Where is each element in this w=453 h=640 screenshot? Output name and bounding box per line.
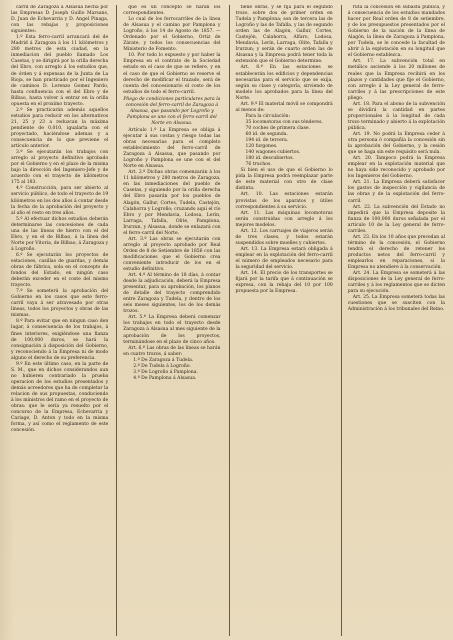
- list-item: 3.º De Logroño á Pamplona.: [133, 369, 198, 375]
- paragraph: Art. 6.º Las obras de las líneas se harán en cuatro trozos, á saber:: [123, 345, 221, 357]
- paragraph: Art. 20. Tampoco podrá la Empresa emplear en la explotación material que no haya sido reconocido y aprobado por los Ingenieros del Gobierno.: [347, 156, 445, 180]
- paragraph: 8.º Para evitar que en ningun caso den lugar, á consecuencia de los trabajos, á fines interiores, exigiéndose una fianza de 100,000 duros, se hará la consignación á disposición del Gobierno, y reconociendo á la Empresa ni de modo alguno el derecho de su preferencia.: [11, 319, 109, 361]
- paragraph: Art. 14. El precio de los transportes se fijará por la tarifa que á continuación se expresa, con la rebaja del 10 por 100 propuesta por la Empresa.: [235, 271, 333, 295]
- paragraph: Art. 11. Las máquinas locomotoras serán construidas con arreglo á los mejores modelos.: [235, 210, 333, 228]
- paragraph: 10. Por todo lo expuesto y por haber la Empresa en el contrato de la Sociedad estado en el caso de que se refiere, y en el caso de que el Gobierno se reserve el derecho de modificar el trazado, será de cuenta del concesionario el costo de los estudios de todo el ferro-carril.: [123, 53, 221, 95]
- list-item: 1.º De Zaragoza á Tudela.: [133, 357, 194, 363]
- paragraph: Art. 8.º En las estaciones se establecerán los edificios y dependencias necesarias para el servicio que se exija, según su clase y categoría, sirviendo de modelo los aprobados para la línea del Norte.: [235, 65, 333, 101]
- paragraph: 5.º Al efectuar dichos estudios deberán determinarse las concesiones de cada una de las líneas de hierro con el del Ebro, y en el de Bilbao, á la línea del Norte por Vitoria, de Bilbao, á Zaragoza y á Logroño.: [11, 216, 109, 252]
- list-item: 70 coches de primera clase.: [245, 125, 311, 131]
- paragraph: Art. 17. La subvención total en metálico asciende á los 20 millones de reales que la Empresa recibirá en los plazos y cantidades que fije el Gobierno, con arreglo á la Ley general de ferro-carriles y á las prescripciones de este pliego.: [347, 59, 445, 101]
- paragraph: Lo cual de los ferrocarriles de la línea de Alsasua y el camino por Pamplona y Logroño, á los 14 de Agosto de 1857. — Ordenado por el Gobierno, Ortiz de Zárate, y todos los consecuencias del Ministerio de Fomento.: [123, 17, 221, 53]
- paragraph: Si bien el uso de que el Gobierno lo pida la Empresa podrá reemplazar parte de este material con otro de clase distinta.: [235, 168, 333, 192]
- list-item: 60 id. de segunda.: [245, 131, 288, 137]
- paragraph: Art. 19. No podrá la Empresa ceder á otra persona ó compañía la concesión sin la aprobación del Gobierno, y la cesión que se haga sin este requisito será nula.: [347, 131, 445, 156]
- text-column-4: [341, 5, 445, 636]
- paragraph: Art. 5.º La Empresa deberá comenzar los trabajos en todo el trayecto desde Zaragoza á Alsasua al mes siguiente de la aprobación de los proyectos, terminándose en el plazo de cinco años.: [123, 315, 221, 345]
- paragraph: Art. 12. Los carruajes de viajeros serán de tres clases, y todos estarán suspendidos sobre muelles y cubiertos.: [235, 228, 333, 246]
- paragraph: 6.º Se ejecutarán los proyectos de estaciones, casillas de guardas, y demás obras de fábrica, sola en el concepto de fondos del Estado, en ningún caso deberán exceder en el coste del mismo trayecto.: [11, 252, 109, 289]
- list-item: 120 furgones.: [245, 144, 278, 150]
- paragraph: Art. 24. La Empresa se someterá á las disposiciones de la Ley general de ferro-carriles y á los reglamentos que se dicten para su ejecución.: [347, 271, 445, 295]
- text-column-2: [116, 5, 220, 636]
- paragraph: Art. 25. La Empresa someterá todas las cuestiones que se susciten con la Administración á los tribunales del Reino.: [347, 295, 445, 313]
- paragraph: 3.º Se ejecutarán los trabajos con arreglo al proyecto definitivo aprobado por el Gobierno y en el plazo de la misma bajo la dirección del Ingeniero-Jefe y de acuerdo con el trayecto de kilómetros 175 al 183.: [11, 150, 109, 186]
- list-item: 2.º De Tudela á Logroño.: [133, 363, 191, 369]
- paragraph: Art. 9.º El material móvil se compondrá al menos de:: [235, 101, 333, 113]
- paragraph: 4.º Construcción, para ser abierto al servicio público, de todo el trayecto de 19 kilómetros en los dos años á contar desde la fecha de la aprobación del proyecto y al año el resto en tres años.: [11, 186, 109, 216]
- paragraph: Art. 18. Para el abono de la subvención se dividirá la cantidad en partes proporcionales á la longitud de cada trozo terminado y abierto á la explotación pública.: [347, 101, 445, 131]
- paragraph: Art. 22. La subvención del Estado no impedirá que la Empresa deposite la fianza de 100,000 duros señalada por el artículo 10 de la Ley general de ferro-carriles.: [347, 204, 445, 234]
- paragraph: Art. 2.º Dichas obras comenzarán á los 11 kilómetros y 280 metros de Zaragoza, en las inmediaciones del pueblo de Casetas, y siguiendo por la orilla derecha del Ebro pasarán por los pueblos de Alagón, Gallur, Cortes, Tudela, Castejón, Calahorra y Logroño; cruzando aquí el río Ebro y por Mendavia, Lodosa, Lerín, Larraga, Tafalla, Olite, Pamplona, Irurzun, y Alsasua, donde se enlazará con el ferro-carril del Norte.: [123, 170, 221, 236]
- paragraph: Art. 10. Las estaciones estarán provistas de los aparatos y útiles correspondientes á su servicio.: [235, 192, 333, 210]
- paragraph: 7.º Se someterá la aprobación del Gobierno en los casos que este ferro-carril vaya á ser atravesado por otras líneas, todos los proyectos y obras de las mismas.: [11, 289, 109, 319]
- paragraph: tiene obras, y se fija para el segundo trozo, sobre dos de primer orden en Tudela y Pamplona; son de tercera las de Logroño y las de Tafalla, y las de segundo orden las de Alagón, Gallur, Cortes, Castejón, Calahorra, Alfaro, Lodosa, Mendavia, Lerín, Larraga, Olite, Tafalla y Irurzun; y serán de cuarto orden las de Alsasua y la Empresa podrá tener toda la extensión que el Gobierno determine.: [235, 5, 333, 65]
- paragraph: Artículo 1.º La Empresa se obliga á ejecutar á sus costas y riesgo todas las obras necesarias para el completo establecimiento del ferro-carril de Zaragoza á Alsasua, que pasando por Logroño y Pamplona se une con el del Norte en Alsasua.: [123, 127, 221, 170]
- list-item: 35 locomotoras con sus ténderes.: [245, 119, 323, 125]
- paragraph: Art. 4.º Al término de 18 días, á contar desde la adjudicación, deberá la Empresa presentar, para su aprobación, los planos de detalle del trayecto comprendido entre Zaragoza y Tudela, y dentro de los seis meses siguientes, los de los demás trozos.: [123, 273, 221, 315]
- list-item: 140 wagones cubiertos.: [245, 150, 301, 156]
- paragraph: Art. 21. La Empresa deberá satisfacer los gastos de inspección y vigilancia de las obras y de la explotación del ferro-carril.: [347, 180, 445, 204]
- text-column-3: [229, 5, 333, 636]
- list-item: 194 id. de tercera.: [245, 138, 289, 144]
- paragraph: 2.º Se practicarán además aquellos estudios para reducir en los alternativos 21, 25 y 23 a reduzcan la máxima pendiente de 0,010, igualarla con el proyectado, haciéndose ademas y a consecuencia de lo que previene el artículo anterior.: [11, 107, 109, 150]
- paragraph: Art. 3.º Las obras se ejecutarán con arreglo al proyecto aprobado por Real Orden de 8 de Setiembre de 1856 con las modificaciones que el Gobierno crea conveniente introducir de los en el estudio definitivo.: [123, 236, 221, 273]
- paragraph: Art. 23. En los 10 años que precedan al término de la concesión, el Gobierno tendrá el derecho de retener los productos netos del ferro-carril y emplearlos en reparaciones, si la Empresa no atendiere á la conservación.: [347, 234, 445, 271]
- paragraph: 9.º En este último caso, en la parte de S. M., que en dichos considerandos aun no hubieren contrariado la prueba operacion de los estudios presentados y demás acreedores que ha de completar la relacion de sus propuestas, conduciendo á los ministros del ramo en el proyecto de obras: que le sería ya resuelto por el concurso de la Empresa, Echevarria y Cariage, D. Anton y todo en la misma forma, y así como el reglamento de este concesión.: [11, 361, 109, 434]
- paragraph: carril de Zaragoza á Alsasua hecha por las Empresas D. Joseph Guillo Marsans, D. Juan de Echevarria y D. Angel Pinaga, con las rebajas y proposiciones siguientes:: [11, 5, 109, 35]
- paragraph: 1.º Esta ferro-carril arrancará del de Madrid á Zaragoza á los 11 kilómetros y 280 metros de esta ciudad, en la inmediacion del pueblo llamado Los Casetas, y se dirigirá por la orilla derecha del Ebro, con arreglo á los estudios que, de órden y á expensas de la Junta de La Rioja, se han practicado por el Ingeniero de caminos D. Lorenzo Gomez Pardo, hasta confluencia con el del Ebro y de Bilbao, hasta volver á entrar en la orilla opuesta en el proximo trayecto.: [11, 35, 109, 107]
- text-column-1: [11, 5, 108, 636]
- list-item: 180 id. descubiertos.: [245, 156, 294, 162]
- section-heading: Pliego de condiciones particulares para la concesión del ferro-carril de Zaragoza á Alsasua, que pasando por Logroño y Pamplona se une con el ferro-carril del Norte en Alsasua.: [123, 96, 221, 126]
- list-item: Para la circulación:: [245, 113, 291, 119]
- list-item: 76 truchos.: [245, 162, 272, 168]
- paragraph: ruta la concesión en subasta pública, y á consecuencia de los estudios mandados hacer por Real orden de 8 de setiembre, y de los presupuestos presentados por el Gobierno de la nación de la línea de Alagón, la línea de Zaragoza á Pamplona, por Tudela, se le concede la facultad de abrir á la explotación en su longitud que el Gobierno establezca.: [347, 5, 445, 59]
- list-item: 4.º De Pamplona á Alsasua.: [133, 375, 197, 381]
- paragraph: Art. 13. La Empresa estará obligada á emplear en la explotación del ferro-carril el número de empleados necesario para la seguridad del servicio.: [235, 246, 333, 271]
- paragraph: que es un concepto se harán los correspondientes.: [123, 5, 221, 17]
